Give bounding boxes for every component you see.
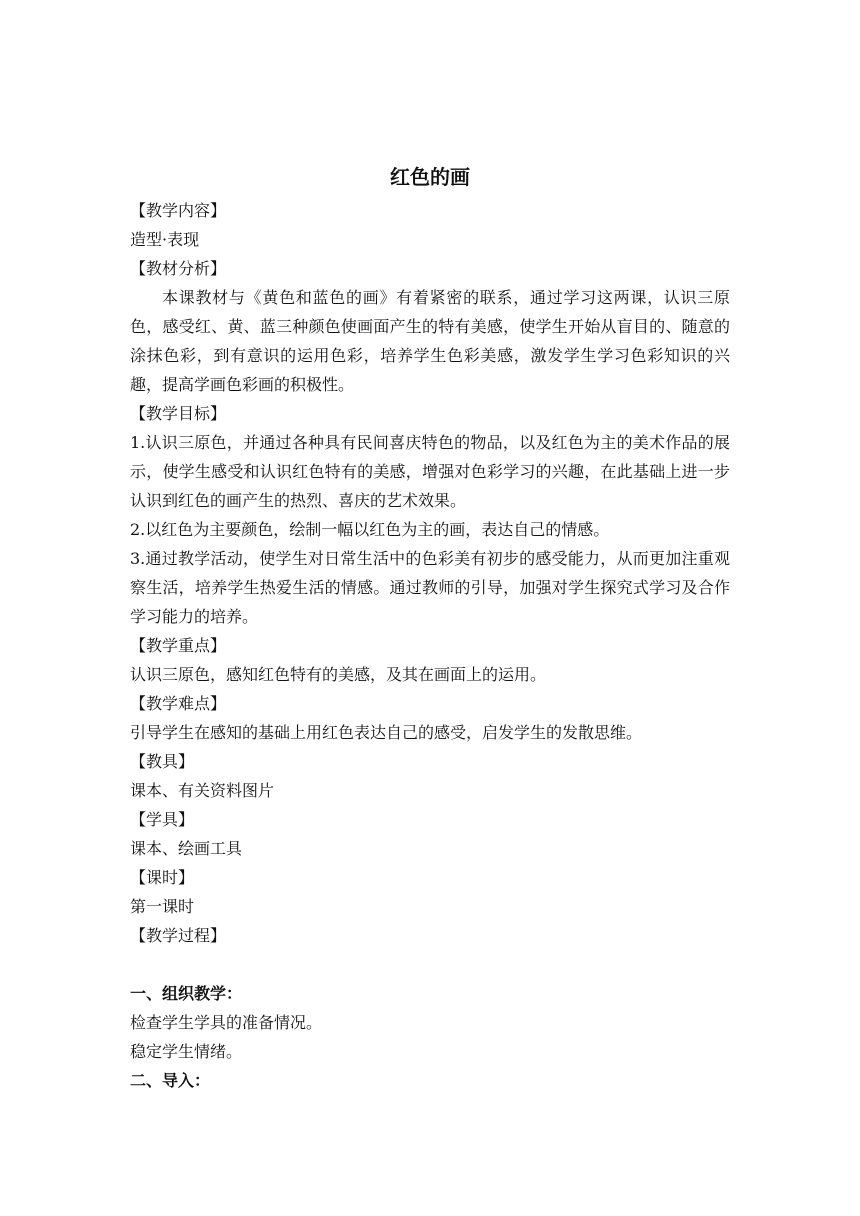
blank-line (130, 950, 730, 979)
key-points-heading: 【教学重点】 (130, 636, 227, 655)
key-points-text: 认识三原色，感知红色特有的美感，及其在画面上的运用。 (130, 665, 547, 684)
teaching-content-text: 造型·表现 (130, 230, 200, 249)
lesson-hours-heading: 【课时】 (130, 868, 195, 887)
teaching-content-heading: 【教学内容】 (130, 201, 227, 220)
section-2-heading: 二、导入： (130, 1071, 211, 1090)
section-1-line-2: 稳定学生情绪。 (130, 1042, 243, 1061)
section-1-heading: 一、组织教学： (130, 984, 243, 1003)
learning-tools-heading: 【学具】 (130, 810, 195, 829)
objective-1-text: 1.认识三原色，并通过各种具有民间喜庆特色的物品，以及红色为主的美术作品的展示，使学生感受和认识红色特有的美感，增强对色彩学习的兴趣，在此基础上进一步认识到红色的画产生的热烈、喜庆的艺术效果。 (130, 433, 730, 510)
teaching-aids-text: 课本、有关资料图片 (130, 781, 275, 800)
objective-3-text: 3.通过教学活动，使学生对日常生活中的色彩美有初步的感受能力，从而更加注重观察生活，培养学生热爱生活的情感。通过教师的引导，加强对学生探究式学习及合作学习能力的培养。 (130, 549, 730, 626)
difficulties-heading: 【教学难点】 (130, 694, 227, 713)
section-1-line-1: 检查学生学具的准备情况。 (130, 1013, 323, 1032)
difficulties-text: 引导学生在感知的基础上用红色表达自己的感受，启发学生的发散思维。 (130, 723, 643, 742)
teaching-aids-heading: 【教具】 (130, 752, 195, 771)
material-analysis-text: 本课教材与《黄色和蓝色的画》有着紧密的联系，通过学习这两课，认识三原色，感受红、黄、蓝三种颜色使画面产生的特有美感，使学生开始从盲目的、随意的涂抹色彩，到有意识的运用色彩，培养学生色彩美感，激发学生学习色彩知识的兴趣，提高学画色彩画的积极性。 (130, 288, 730, 394)
document-title: 红色的画 (390, 165, 470, 189)
document-page (130, 160, 730, 1095)
objective-2-text: 2.以红色为主要颜色，绘制一幅以红色为主的画，表达自己的情感。 (130, 520, 610, 539)
material-analysis-heading: 【教材分析】 (130, 259, 227, 278)
objectives-heading: 【教学目标】 (130, 404, 227, 423)
learning-tools-text: 课本、绘画工具 (130, 839, 243, 858)
lesson-hours-text: 第一课时 (130, 897, 195, 916)
process-heading: 【教学过程】 (130, 926, 227, 945)
